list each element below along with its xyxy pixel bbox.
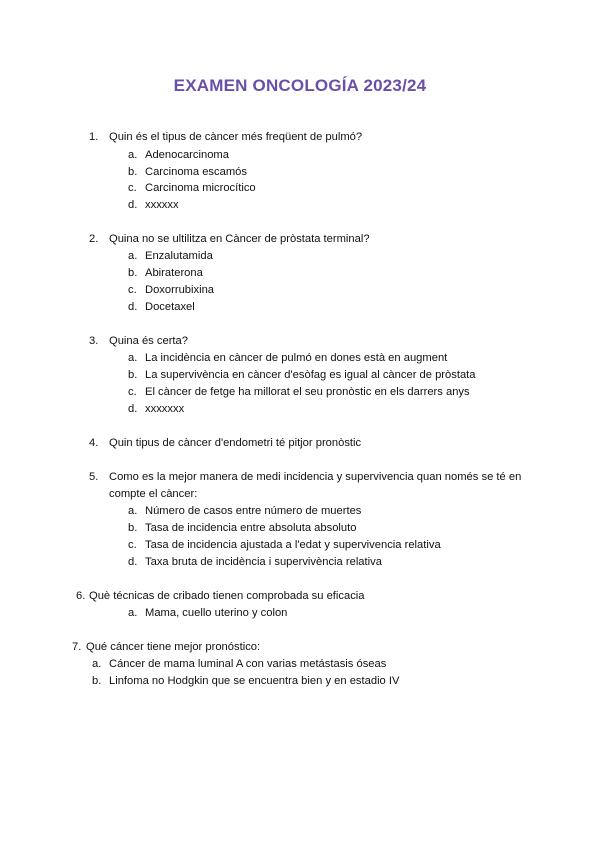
option-letter: a. — [128, 250, 138, 262]
option-letter: a. — [128, 505, 138, 517]
option-text: Linfoma no Hodgkin que se encuentra bien y en estadio IV — [109, 675, 400, 687]
option-text: Mama, cuello uterino y colon — [145, 607, 288, 619]
option-letter: b. — [128, 522, 138, 534]
option-letter: d. — [128, 199, 138, 211]
question-number: 2. — [89, 233, 99, 245]
question-text: Quina no se ultilitza en Càncer de pròstata terminal? — [109, 233, 370, 245]
question-text: Quina és certa? — [109, 335, 188, 347]
option-letter: d. — [128, 403, 138, 415]
question-number: 5. — [89, 471, 99, 483]
option-text: Enzalutamida — [145, 250, 213, 262]
option-letter: b. — [128, 267, 138, 279]
option-letter: d. — [128, 301, 138, 313]
option-letter: c. — [128, 284, 137, 296]
question-number: 6. — [76, 590, 86, 602]
question-number: 3. — [89, 335, 99, 347]
question-number: 1. — [89, 131, 99, 143]
option-letter: c. — [128, 539, 137, 551]
option-text: La supervivència en càncer d'esòfag es igual al càncer de pròstata — [145, 369, 476, 381]
option-text: La incidència en càncer de pulmó en dones està en augment — [145, 352, 448, 364]
page-title: EXAMEN ONCOLOGÍA 2023/24 — [173, 76, 427, 95]
question-text: Quin és el tipus de càncer més freqüent de pulmó? — [109, 131, 363, 143]
question-text: Què técnicas de cribado tienen comprobada su eficacia — [89, 590, 365, 602]
option-text: Adenocarcinoma — [145, 149, 229, 161]
option-text: Número de casos entre número de muertes — [145, 505, 362, 517]
question-text-continued: compte el càncer: — [109, 488, 198, 500]
option-letter: c. — [128, 386, 137, 398]
option-letter: b. — [128, 166, 138, 178]
option-text: Carcinoma escamós — [145, 166, 247, 178]
option-text: Cáncer de mama luminal A con varias metástasis óseas — [109, 658, 387, 670]
option-text: xxxxxxx — [145, 403, 185, 415]
option-text: Carcinoma microcítico — [145, 182, 256, 194]
option-text: Tasa de incidencia entre absoluta absoluto — [145, 522, 357, 534]
option-letter: a. — [128, 352, 138, 364]
option-text: Tasa de incidencia ajustada a l'edat y supervivencia relativa — [145, 539, 441, 551]
option-text: Docetaxel — [145, 301, 195, 313]
option-letter: a. — [128, 149, 138, 161]
question-text: Quin tipus de càncer d'endometri té pitjor pronòstic — [109, 437, 362, 449]
option-letter: d. — [128, 556, 138, 568]
question-text: Qué cáncer tiene mejor pronóstico: — [86, 641, 261, 653]
option-text: Taxa bruta de incidència i supervivència relativa — [145, 556, 382, 568]
option-letter: a. — [128, 607, 138, 619]
option-text: xxxxxx — [145, 199, 179, 211]
option-letter: b. — [128, 369, 138, 381]
question-text: Como es la mejor manera de medi incidencia y supervivencia quan només se té en — [109, 471, 522, 483]
option-letter: c. — [128, 182, 137, 194]
option-text: Abiraterona — [145, 267, 203, 279]
option-text: Doxorrubixina — [145, 284, 215, 296]
question-number: 7. — [72, 641, 82, 653]
option-text: El càncer de fetge ha millorat el seu pronòstic en els darrers anys — [145, 386, 470, 398]
option-letter: b. — [92, 675, 102, 687]
option-letter: a. — [92, 658, 102, 670]
question-number: 4. — [89, 437, 99, 449]
